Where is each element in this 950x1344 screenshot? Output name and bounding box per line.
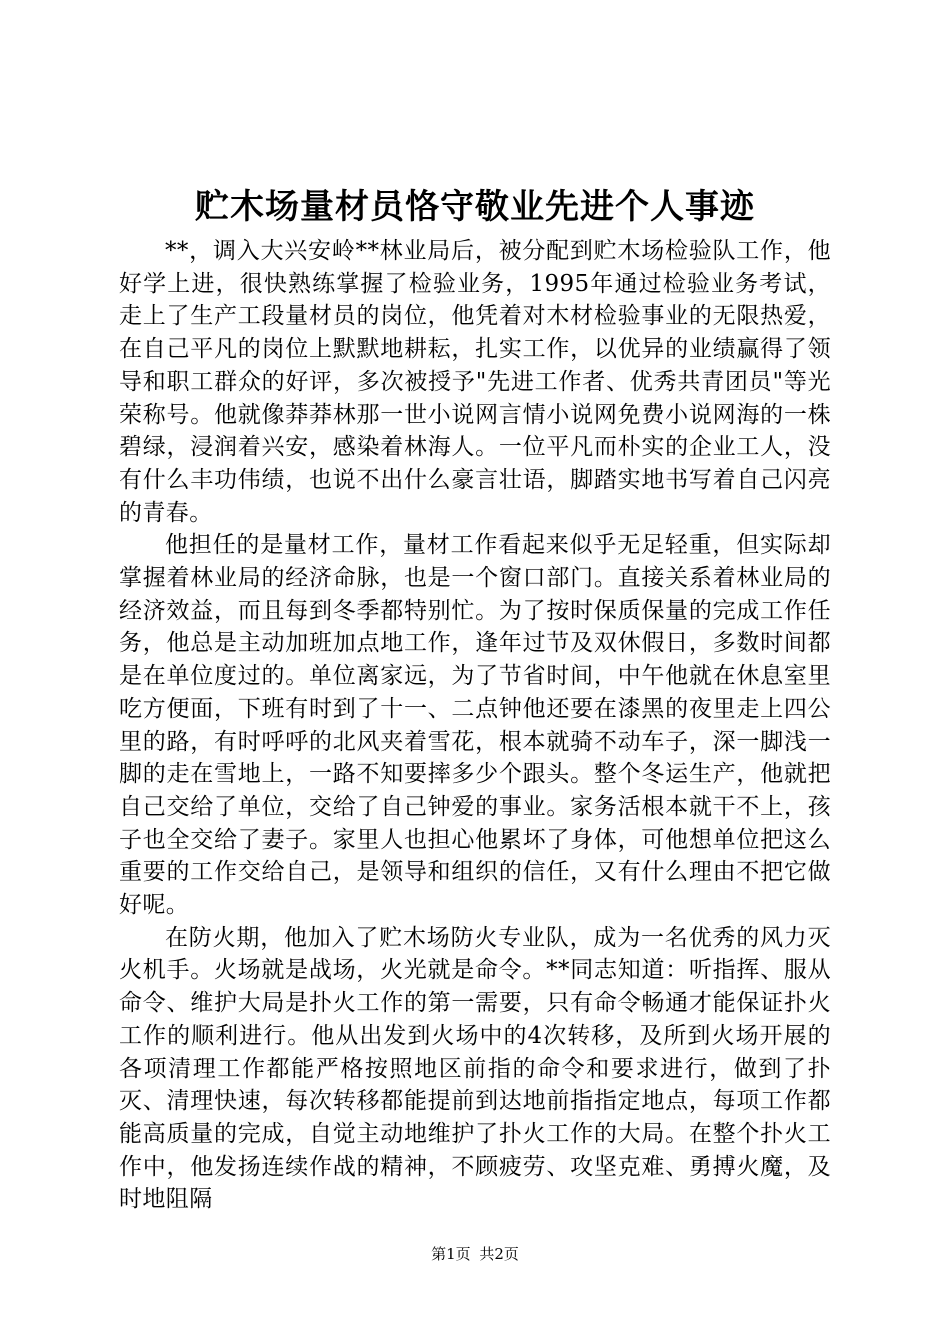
document-title: 贮木场量材员恪守敬业先进个人事迹	[195, 187, 755, 227]
page-total: 共2页	[479, 1245, 519, 1263]
document-body	[119, 235, 831, 1216]
paragraph-3: 在防火期，他加入了贮木场防火专业队，成为一名优秀的风力灭火机手。火场就是战场，火光就是命令。**同志知道：听指挥、服从命令、维护大局是扑火工作的第一需要，只有命令畅通才能保证扑火工作的顺利进行。他从出发到火场中的4次转移，及所到火场开展的各项清理工作都能严格按照地区前指的命令和要求进行，做到了扑灭、清理快速，每次转移都能提前到达地前指指定地点，每项工作都能高质量的完成，自觉主动地维护了扑火工作的大局。在整个扑火工作中，他发扬连续作战的精神，不顾疲劳、攻坚克难、勇搏火魔，及时地阻隔	[119, 924, 831, 1213]
paragraph-1: **，调入大兴安岭**林业局后，被分配到贮木场检验队工作，他好学上进，很快熟练掌握了检验业务，1995年通过检验业务考试，走上了生产工段量材员的岗位，他凭着对木材检验事业的无限热爱，在自己平凡的岗位上默默地耕耘，扎实工作，以优异的业绩赢得了领导和职工群众的好评，多次被授予"先进工作者、优秀共青团员"等光荣称号。他就像莽莽林那一世小说网言情小说网免费小说网海的一株碧绿，浸润着兴安，感染着林海人。一位平凡而朴实的企业工人，没有什么丰功伟绩，也说不出什么豪言壮语，脚踏实地书写着自己闪亮的青春。	[119, 238, 831, 526]
page-number: 第1页	[431, 1245, 471, 1263]
paragraph-2: 他担任的是量材工作，量材工作看起来似乎无足轻重，但实际却掌握着林业局的经济命脉，也是一个窗口部门。直接关系着林业局的经济效益，而且每到冬季都特别忙。为了按时保质保量的完成工作任务，他总是主动加班加点地工作，逢年过节及双休假日，多数时间都是在单位度过的。单位离家远，为了节省时间，中午他就在休息室里吃方便面，下班有时到了十一、二点钟他还要在漆黑的夜里走上四公里的路，有时呼呼的北风夹着雪花，根本就骑不动车子，深一脚浅一脚的走在雪地上，一路不知要摔多少个跟头。整个冬运生产，他就把自己交给了单位，交给了自己钟爱的事业。家务活根本就干不上，孩子也全交给了妻子。家里人也担心他累坏了身体，可他想单位把这么重要的工作交给自己，是领导和组织的信任，又有什么理由不把它做好呢。	[119, 532, 831, 919]
page-footer	[0, 1244, 950, 1264]
